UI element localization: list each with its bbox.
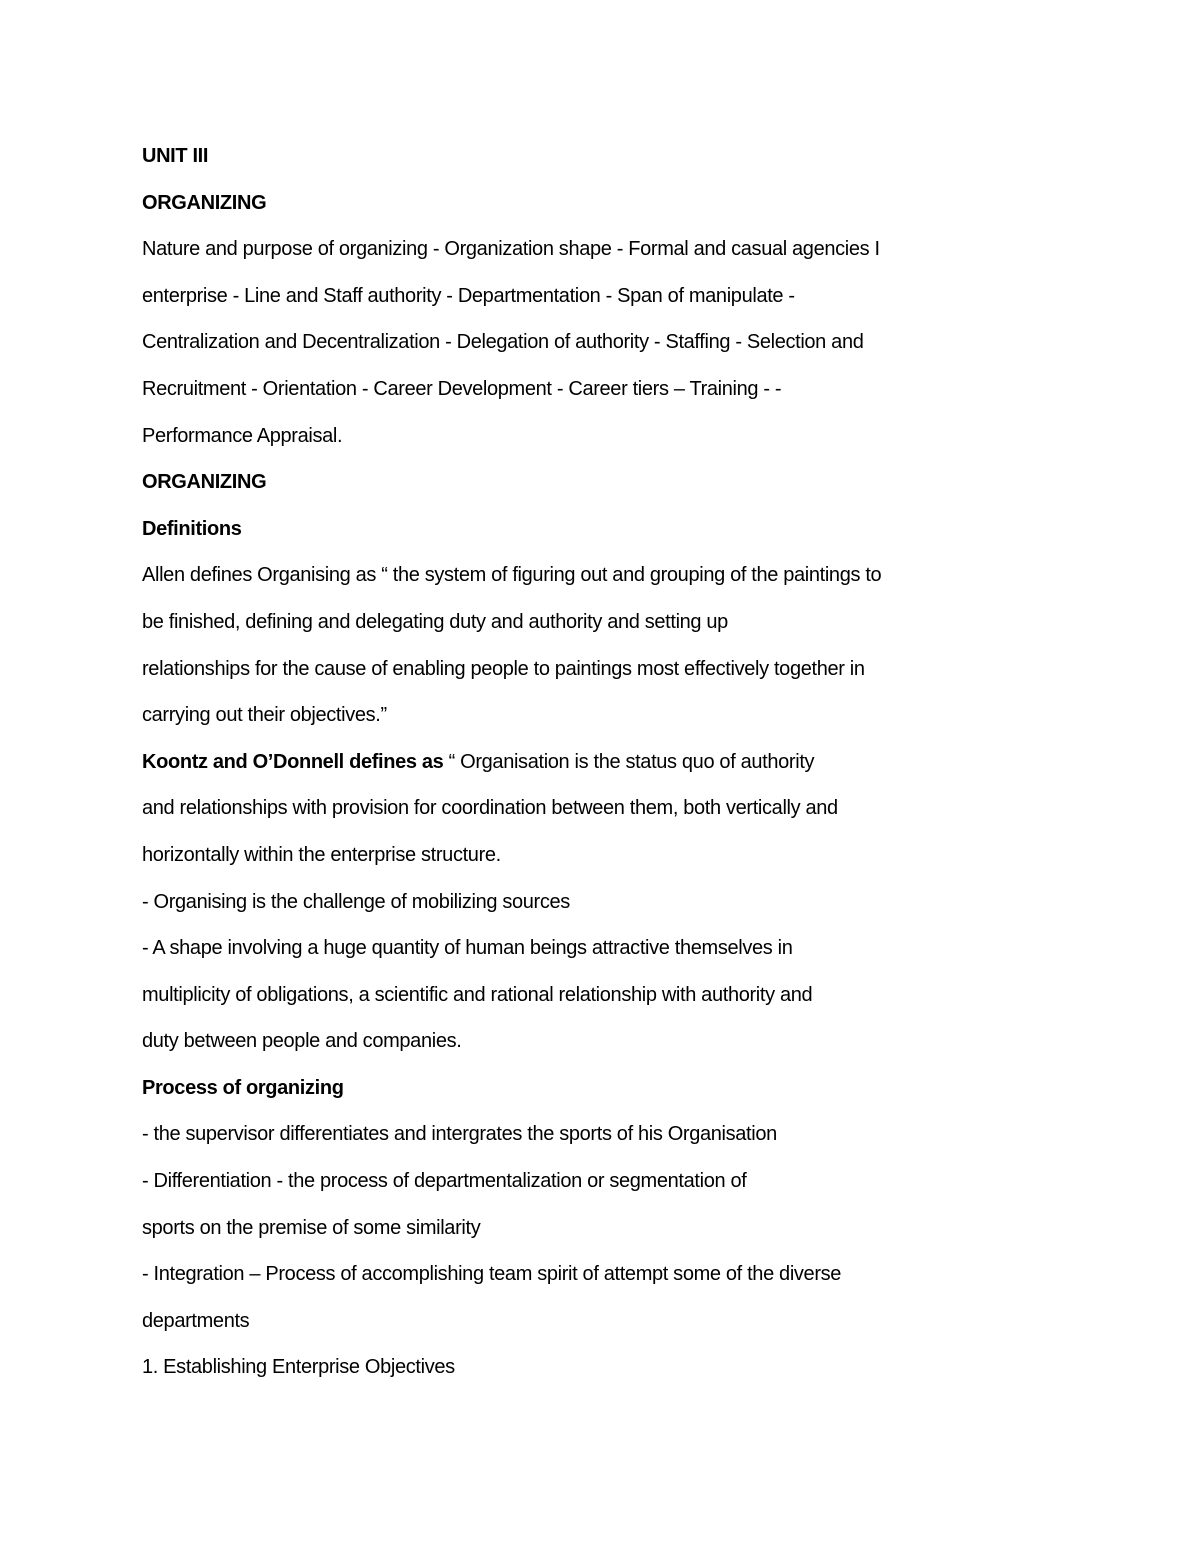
- koontz-quote-start: “ Organisation is the status quo of authority: [443, 750, 815, 773]
- process-step: 1. Establishing Enterprise Objectives: [142, 1356, 455, 1379]
- syllabus-line: enterprise - Line and Staff authority - Departmentation - Span of manipulate -: [142, 284, 795, 307]
- bullet-line: multiplicity of obligations, a scientific and rational relationship with authority and: [142, 983, 813, 1006]
- allen-definition-line: Allen defines Organising as “ the system of figuring out and grouping of the paintings to: [142, 564, 882, 587]
- koontz-lead: Koontz and O’Donnell defines as: [142, 750, 444, 773]
- process-line: - the supervisor differentiates and intergrates the sports of his Organisation: [142, 1123, 777, 1146]
- bullet-line: duty between people and companies.: [142, 1030, 462, 1053]
- process-line: - Differentiation - the process of departmentalization or segmentation of: [142, 1170, 747, 1193]
- unit-heading: UNIT III: [142, 145, 209, 167]
- unit-title: ORGANIZING: [142, 191, 267, 214]
- section-title: ORGANIZING: [142, 471, 267, 494]
- process-line: - Integration – Process of accomplishing team spirit of attempt some of the diverse: [142, 1263, 842, 1286]
- bullet-line: - Organising is the challenge of mobilizing sources: [142, 890, 570, 913]
- koontz-definition-line: horizontally within the enterprise structure.: [142, 843, 501, 866]
- koontz-definition-line: and relationships with provision for coordination between them, both vertically and: [142, 797, 838, 820]
- syllabus-line: Centralization and Decentralization - Delegation of authority - Staffing - Selection and: [142, 331, 864, 354]
- syllabus-line: Recruitment - Orientation - Career Development - Career tiers – Training - -: [142, 377, 782, 400]
- definitions-heading: Definitions: [142, 517, 242, 540]
- bullet-line: - A shape involving a huge quantity of human beings attractive themselves in: [142, 937, 793, 960]
- process-heading: Process of organizing: [142, 1076, 344, 1099]
- document-body: [142, 133, 1042, 1391]
- syllabus-line: Performance Appraisal.: [142, 424, 343, 447]
- allen-definition-line: be finished, defining and delegating duty and authority and setting up: [142, 610, 728, 633]
- process-line: sports on the premise of some similarity: [142, 1216, 481, 1239]
- process-line: departments: [142, 1309, 250, 1332]
- koontz-definition-first-line: [142, 739, 1042, 786]
- allen-definition-line: carrying out their objectives.”: [142, 704, 387, 727]
- syllabus-line: Nature and purpose of organizing - Organization shape - Formal and casual agencies I: [142, 238, 880, 261]
- allen-definition-line: relationships for the cause of enabling people to paintings most effectively together in: [142, 657, 865, 680]
